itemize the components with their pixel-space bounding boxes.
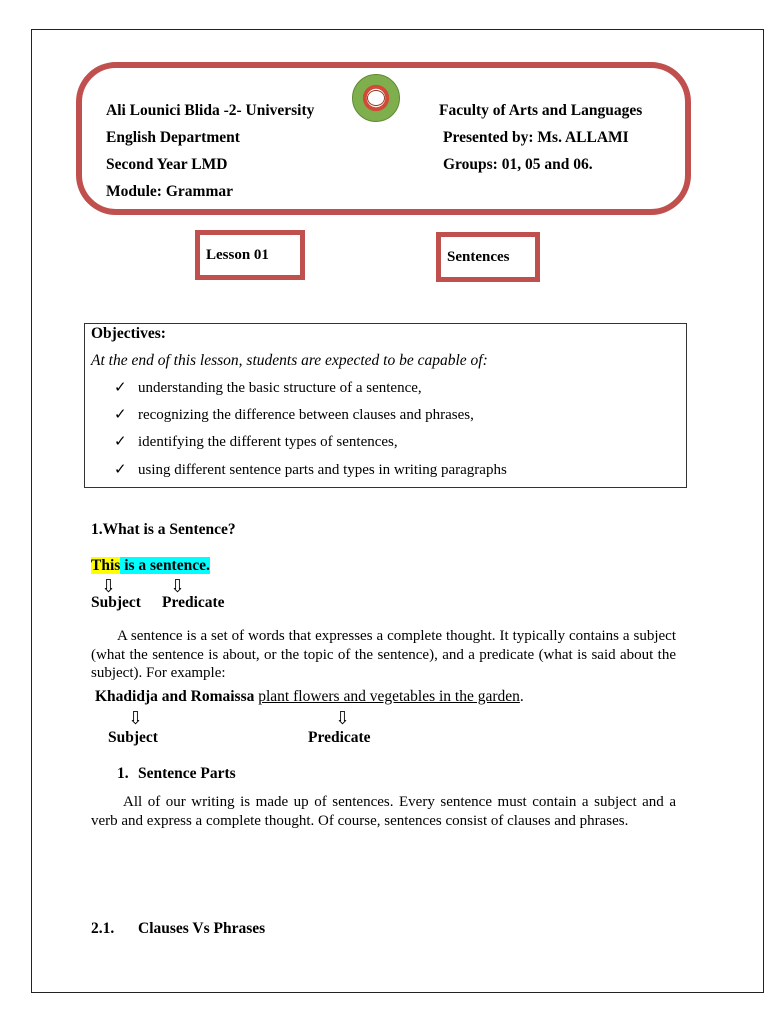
section-heading: 1.What is a Sentence?	[91, 521, 236, 538]
objective-item: ✓ identifying the different types of sentences,	[114, 434, 398, 450]
checkmark-icon: ✓	[114, 380, 127, 396]
module-name: Module: Grammar	[106, 183, 233, 200]
objectives-title: Objectives:	[91, 325, 166, 342]
predicate-label: Predicate	[162, 594, 225, 611]
example-sentence	[91, 557, 210, 575]
sentence-parts-paragraph: All of our writing is made up of sentences. Every sentence must contain a subject and a verb and express a complete thought. Of course, sentences consist of clauses and phrases.	[91, 794, 676, 829]
down-arrow-icon: ⇩	[101, 576, 117, 596]
department-name: English Department	[106, 129, 240, 146]
year-level: Second Year LMD	[106, 156, 228, 173]
checkmark-icon: ✓	[114, 407, 127, 423]
down-arrow-icon: ⇩	[335, 708, 351, 728]
example-predicate: plant flowers and vegetables in the garden	[258, 688, 520, 705]
section-number: 2.1.	[91, 920, 115, 937]
lesson-number-tag	[195, 230, 305, 280]
example-subject: Khadidja and Romaissa	[95, 688, 255, 705]
predicate-label: Predicate	[308, 729, 371, 746]
section-heading: Clauses Vs Phrases	[138, 920, 266, 937]
groups-text: Groups: 01, 05 and 06.	[443, 156, 593, 173]
university-logo	[352, 74, 400, 122]
highlighted-predicate: is a sentence.	[120, 557, 210, 574]
faculty-name: Faculty of Arts and Languages	[439, 102, 643, 119]
objective-item: ✓ recognizing the difference between clauses and phrases,	[114, 407, 474, 423]
down-arrow-icon: ⇩	[170, 576, 186, 596]
objective-item: ✓ using different sentence parts and types in writing paragraphs	[114, 462, 507, 478]
example-sentence-2: Khadidja and Romaissa plant flowers and vegetables in the garden.	[95, 688, 524, 705]
highlighted-subject: This	[91, 557, 121, 574]
lesson-number: Lesson 01	[206, 247, 269, 263]
objective-item: ✓ understanding the basic structure of a sentence,	[114, 380, 422, 396]
lesson-topic: Sentences	[447, 249, 510, 265]
presenter-name: Presented by: Ms. ALLAMI	[443, 129, 629, 146]
section-heading: Sentence Parts	[138, 765, 236, 782]
subject-label: Subject	[108, 729, 158, 746]
sentence-definition-paragraph: A sentence is a set of words that expresses a complete thought. It typically contains a subject (what the sentence is about, or the topic of the sentence), and a predicate (what is said about the subject). For example:	[91, 628, 676, 681]
checkmark-icon: ✓	[114, 434, 127, 450]
lesson-topic-tag	[436, 232, 540, 282]
objectives-intro: At the end of this lesson, students are expected to be capable of:	[91, 352, 488, 369]
checkmark-icon: ✓	[114, 462, 127, 478]
subject-label: Subject	[91, 594, 141, 611]
section-number: 1.	[117, 765, 129, 782]
down-arrow-icon: ⇩	[128, 708, 144, 728]
university-name: Ali Lounici Blida -2- University	[106, 102, 315, 119]
